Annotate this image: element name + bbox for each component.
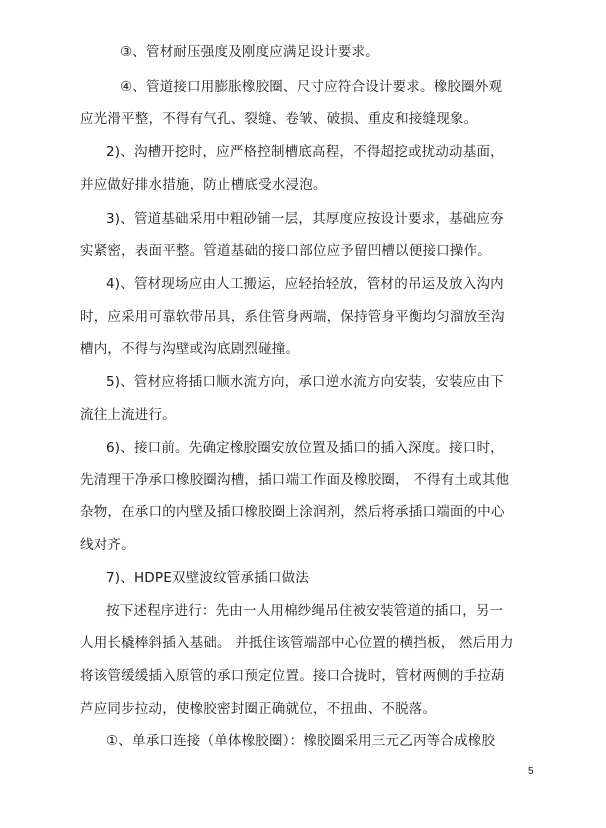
text-line: 时，应采用可靠软带吊具，系住管身两端，保持管身平衡均匀溜放至沟 xyxy=(80,309,505,325)
text-line: 2)、沟槽开挖时，应严格控制槽底高程，不得超挖或扰动动基面， xyxy=(106,144,504,160)
text-line: 杂物，在承口的内壁及插口橡胶圈上涂润剂，然后将承插口端面的中心 xyxy=(80,504,505,520)
text-line: 槽内，不得与沟壁或沟底剧烈碰撞。 xyxy=(80,341,300,357)
page-number: 5 xyxy=(528,766,534,777)
text-line: 实紧密，表面平整。管道基础的接口部位应予留凹槽以便接口操作。 xyxy=(80,243,491,259)
text-line: 3)、管道基础采用中粗砂铺一层，其厚度应按设计要求，基础应夯 xyxy=(106,211,504,227)
text-line: 先清理干净承口橡胶圈沟槽，插口端工作面及橡胶圈， 不得有土或其他 xyxy=(80,472,510,488)
text-line: ④、管道接口用膨胀橡胶圈、尺寸应符合设计要求。橡胶圈外观 xyxy=(120,79,503,95)
text-line: 流往上流进行。 xyxy=(80,407,176,423)
text-line: 并应做好排水措施，防止槽底受水浸泡。 xyxy=(80,177,327,193)
text-line: 7)、HDPE双壁波纹管承插口做法 xyxy=(106,570,309,586)
text-line: 人用长橇棒斜插入基础。 并抵住该管端部中心位置的横挡板， 然后用力 xyxy=(80,635,514,651)
text-line: 按下述程序进行：先由一人用棉纱绳吊住被安装管道的插口，另一 xyxy=(106,603,504,619)
text-line: ①、单承口连接（单体橡胶圈）：橡胶圈采用三元乙丙等合成橡胶 xyxy=(106,733,496,749)
text-line: ③、管材耐压强度及刚度应满足设计要求。 xyxy=(120,44,379,60)
text-line: 6)、接口前。先确定橡胶圈安放位置及插口的插入深度。接口时， xyxy=(106,440,504,456)
text-line: 应光滑平整，不得有气孔、裂缝、卷皱、破损、重皮和接缝现象。 xyxy=(80,111,478,127)
text-line: 4)、管材现场应由人工搬运，应轻抬轻放，管材的吊运及放入沟内 xyxy=(106,276,504,292)
text-line: 将该管缓缓插入原管的承口预定位置。接口合拢时，管材两侧的手拉葫 xyxy=(80,668,505,684)
text-line: 线对齐。 xyxy=(80,537,135,553)
text-line: 芦应同步拉动，使橡胶密封圈正确就位，不扭曲、不脱落。 xyxy=(80,701,437,717)
text-line: 5)、管材应将插口顺水流方向，承口逆水流方向安装，安装应由下 xyxy=(106,374,504,390)
